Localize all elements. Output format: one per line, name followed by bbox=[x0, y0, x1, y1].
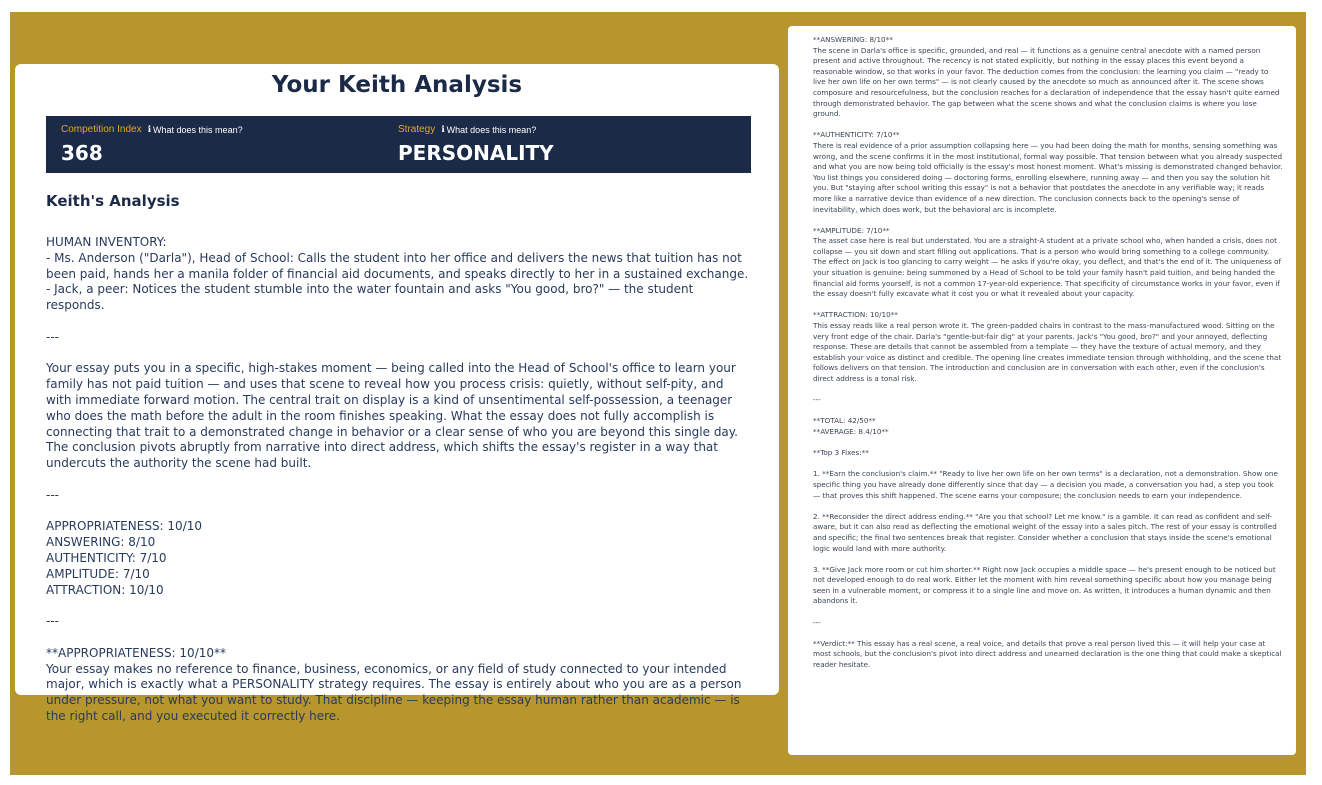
text-paragraph: **ANSWERING: 8/10** bbox=[813, 35, 893, 44]
analysis-card bbox=[15, 64, 779, 723]
text-paragraph: **ATTRACTION: 10/10** bbox=[813, 310, 898, 320]
page-title: Your Keith Analysis bbox=[271, 72, 523, 98]
info-icon: ℹ bbox=[441, 124, 445, 134]
text-paragraph bbox=[46, 630, 751, 646]
text-paragraph: 2. **Reconsider the direct address ending.** "Are you that school? Let me know." is a gamble. It can read as confident and self-aware, but it can also read as deflecting the emotional weight of the essay into a sales pitch. The rest of your essay is controlled and specific; the final two sentences break that register. Consider whether a conclusion that stays inside the scene's emotional logic would land with more authority. bbox=[813, 511, 1277, 553]
text-paragraph: HUMAN INVENTORY: bbox=[46, 235, 167, 249]
text-paragraph: 1. **Earn the conclusion's claim.** "Ready to live her own life on her own terms" is a declaration, not a demonstration. Show one specific thing you have already done differently since that day — a decision you made, a conversation you had, a step you took — that proves this shift happened. The scene earns your composure; the conclusion needs to earn your independence. bbox=[813, 469, 1278, 500]
text-paragraph: This essay reads like a real person wrote it. The green-padded chairs in contrast to the mass-manufactured wood. Sitting on the very front edge of the chair. Darla's "gentle-but-fair dig" at your parents. Jack's "You good, bro?" and your annoyed, deflecting response. These are details that cannot be assembled from a template — they have the texture of actual memory, and they establish your voice as distinct and credible. The opening line creates immediate tension through withholding, and the scene that follows delivers on that tension. The introduction and conclusion are in conversation with each other, even if the conclusion's direct address is a tonal risk. bbox=[813, 321, 1282, 383]
text-paragraph bbox=[813, 554, 1283, 565]
text-paragraph bbox=[46, 472, 751, 488]
analysis-heading: Keith's Analysis bbox=[46, 192, 180, 210]
text-paragraph: - Jack, a peer: Notices the student stumble into the water fountain and asks "You good, bro?" — the student responds. bbox=[46, 282, 694, 313]
text-paragraph: **Top 3 Fixes:** bbox=[813, 448, 869, 458]
text-paragraph bbox=[813, 215, 1283, 226]
text-paragraph bbox=[46, 598, 751, 614]
info-icon: ℹ bbox=[147, 124, 152, 134]
text-paragraph bbox=[46, 314, 751, 330]
competition-index-stat bbox=[61, 124, 243, 165]
text-paragraph: 3. **Give Jack more room or cut him shorter.** Right now Jack occupies a middle space — he's present enough to be noticed but not developed enough to do real work. Either let the moment with him reveal something specific about how you manage being seen in a vulnerable moment, or compress it to a single line and move on. As written, it introduces a human dynamic and then abandons it. bbox=[813, 564, 1276, 606]
text-paragraph: --- bbox=[46, 329, 59, 344]
text-paragraph bbox=[813, 459, 1283, 470]
text-paragraph: ATTRACTION: 10/10 bbox=[46, 582, 164, 597]
analysis-continuation-text bbox=[813, 35, 1283, 671]
text-paragraph: APPROPRIATENESS: 10/10 bbox=[46, 519, 202, 534]
text-paragraph: **Verdict:** This essay has a real scene, a real voice, and details that prove a real person lived this — it will help your case at most schools, but the conclusion's pivot into direct address and unearned declaration is the one thing that could make a skeptical reader hesitate. bbox=[813, 638, 1282, 670]
text-paragraph bbox=[813, 406, 1283, 417]
text-paragraph: Your essay puts you in a specific, high-stakes moment — being called into the Head of School's office to learn your family has not paid tuition — and uses that scene to reveal how you process crisis: quietly, without self-pity, and with immediate forward motion. The central trait on display is a kind of unsentimental self-possession, a teenager who does the math before the adult in the room finishes speaking. What the essay does not fully accomplish is connecting that trait to a demonstrated change in behavior or a clear sense of who you are beyond this single day. The conclusion pivots abruptly from narrative into direct address, which shifts the essay's register in a way that undercuts the authority the scene had built. bbox=[46, 361, 738, 471]
text-paragraph bbox=[813, 501, 1283, 512]
text-paragraph: --- bbox=[46, 614, 59, 629]
info-link-text: What does this mean? bbox=[446, 124, 537, 135]
competition-index-label: Competition Index bbox=[61, 124, 142, 135]
text-paragraph bbox=[813, 628, 1283, 639]
analysis-text bbox=[46, 235, 751, 725]
text-paragraph: --- bbox=[813, 395, 821, 405]
strategy-info-link[interactable] bbox=[441, 124, 536, 135]
text-paragraph bbox=[813, 300, 1283, 311]
strategy-value: PERSONALITY bbox=[398, 141, 554, 165]
text-paragraph bbox=[813, 385, 1283, 396]
strategy-label: Strategy bbox=[398, 124, 436, 135]
text-paragraph bbox=[46, 504, 751, 520]
text-paragraph: **AMPLITUDE: 7/10** bbox=[813, 225, 890, 235]
text-paragraph: Your essay makes no reference to finance, business, economics, or any field of study connected to your intended major, which is exactly what a PERSONALITY strategy requires. The essay is entirely about who you are as a person under pressure, not what you want to study. That discipline — keeping the essay human rather than academic — is the right call, and you executed it correctly here. bbox=[46, 661, 742, 723]
text-paragraph: There is real evidence of a prior assumption collapsing here — you had been doing the math for months, sensing something was wrong, and the scene confirms it in the most institutional, formal way possible. That tension between what you already suspected and what you are now being told officially is the essay's most honest moment. What's missing is demonstrated changed behavior. You list things you considered doing — doctoring forms, enrolling elsewhere, running away — and then you say the solution hit you. But "staying after school writing this essay" is not a behavior that postdates the anecdote in any verifiable way; it reads more like a narrative device than evidence of a new direction. The conclusion connects back to the opening's sense of inevitability, which does work, but the behavioral arc is incomplete. bbox=[813, 140, 1283, 214]
text-paragraph: **TOTAL: 42/50** bbox=[813, 416, 876, 426]
text-paragraph: --- bbox=[813, 617, 821, 627]
text-paragraph: The scene in Darla's office is specific, grounded, and real — it functions as a genuine central anecdote with a named person present and active throughout. The recency is not stated explicitly, but nothing in the essay places this event beyond a reasonable window, so that works in your favor. The deduction comes from the conclusion: the learning you claim — "ready to live her own life on her own terms" — is not clearly caused by the anecdote so much as announced after it. The scene shows composure and resourcefulness, but the conclusion reaches for a declaration of independence that the essay hasn't quite earned through demonstrated behavior. The gap between what the scene shows and what the conclusion claims is where you lose ground. bbox=[813, 45, 1280, 119]
stats-bar bbox=[46, 116, 751, 173]
text-paragraph: --- bbox=[46, 487, 59, 502]
text-paragraph bbox=[813, 438, 1283, 449]
text-paragraph bbox=[813, 607, 1283, 618]
analysis-continuation-card bbox=[788, 26, 1296, 755]
info-link-text: What does this mean? bbox=[153, 124, 243, 135]
text-paragraph: **AUTHENTICITY: 7/10** bbox=[813, 130, 900, 140]
text-paragraph: AUTHENTICITY: 7/10 bbox=[46, 550, 167, 565]
text-paragraph: AMPLITUDE: 7/10 bbox=[46, 566, 150, 581]
text-paragraph bbox=[46, 346, 751, 362]
text-paragraph: ANSWERING: 8/10 bbox=[46, 535, 156, 550]
text-paragraph: - Ms. Anderson ("Darla"), Head of School: Calls the student into her office and delivers the news that tuition has not been paid, hands her a manila folder of financial aid documents, and speaks directly to her in a sustained exchange. bbox=[46, 250, 749, 281]
text-paragraph bbox=[813, 120, 1283, 131]
competition-index-info-link[interactable] bbox=[148, 124, 243, 135]
competition-index-value: 368 bbox=[61, 141, 103, 165]
text-paragraph: **APPROPRIATENESS: 10/10** bbox=[46, 645, 226, 660]
text-paragraph: **AVERAGE: 8.4/10** bbox=[813, 426, 889, 436]
text-paragraph: The asset case here is real but understated. You are a straight-A student at a private school who, when handed a crisis, does not collapse — you sit down and start filling out applications. That is a person who would bring something to a college community. The effect on Jack is too glancing to carry weight — he asks if you're okay, you deflect, and that's the end of it. The uniqueness of your situation is genuine: being summoned by a Head of School to be told your family hasn't paid tuition, and being handed the financial aid forms yourself, is not a common 17-year-old experience. That specificity of circumstance works in your favor, even if the essay doesn't fully excavate what it cost you or what it revealed about your capacity. bbox=[813, 236, 1282, 299]
strategy-stat bbox=[398, 124, 554, 165]
